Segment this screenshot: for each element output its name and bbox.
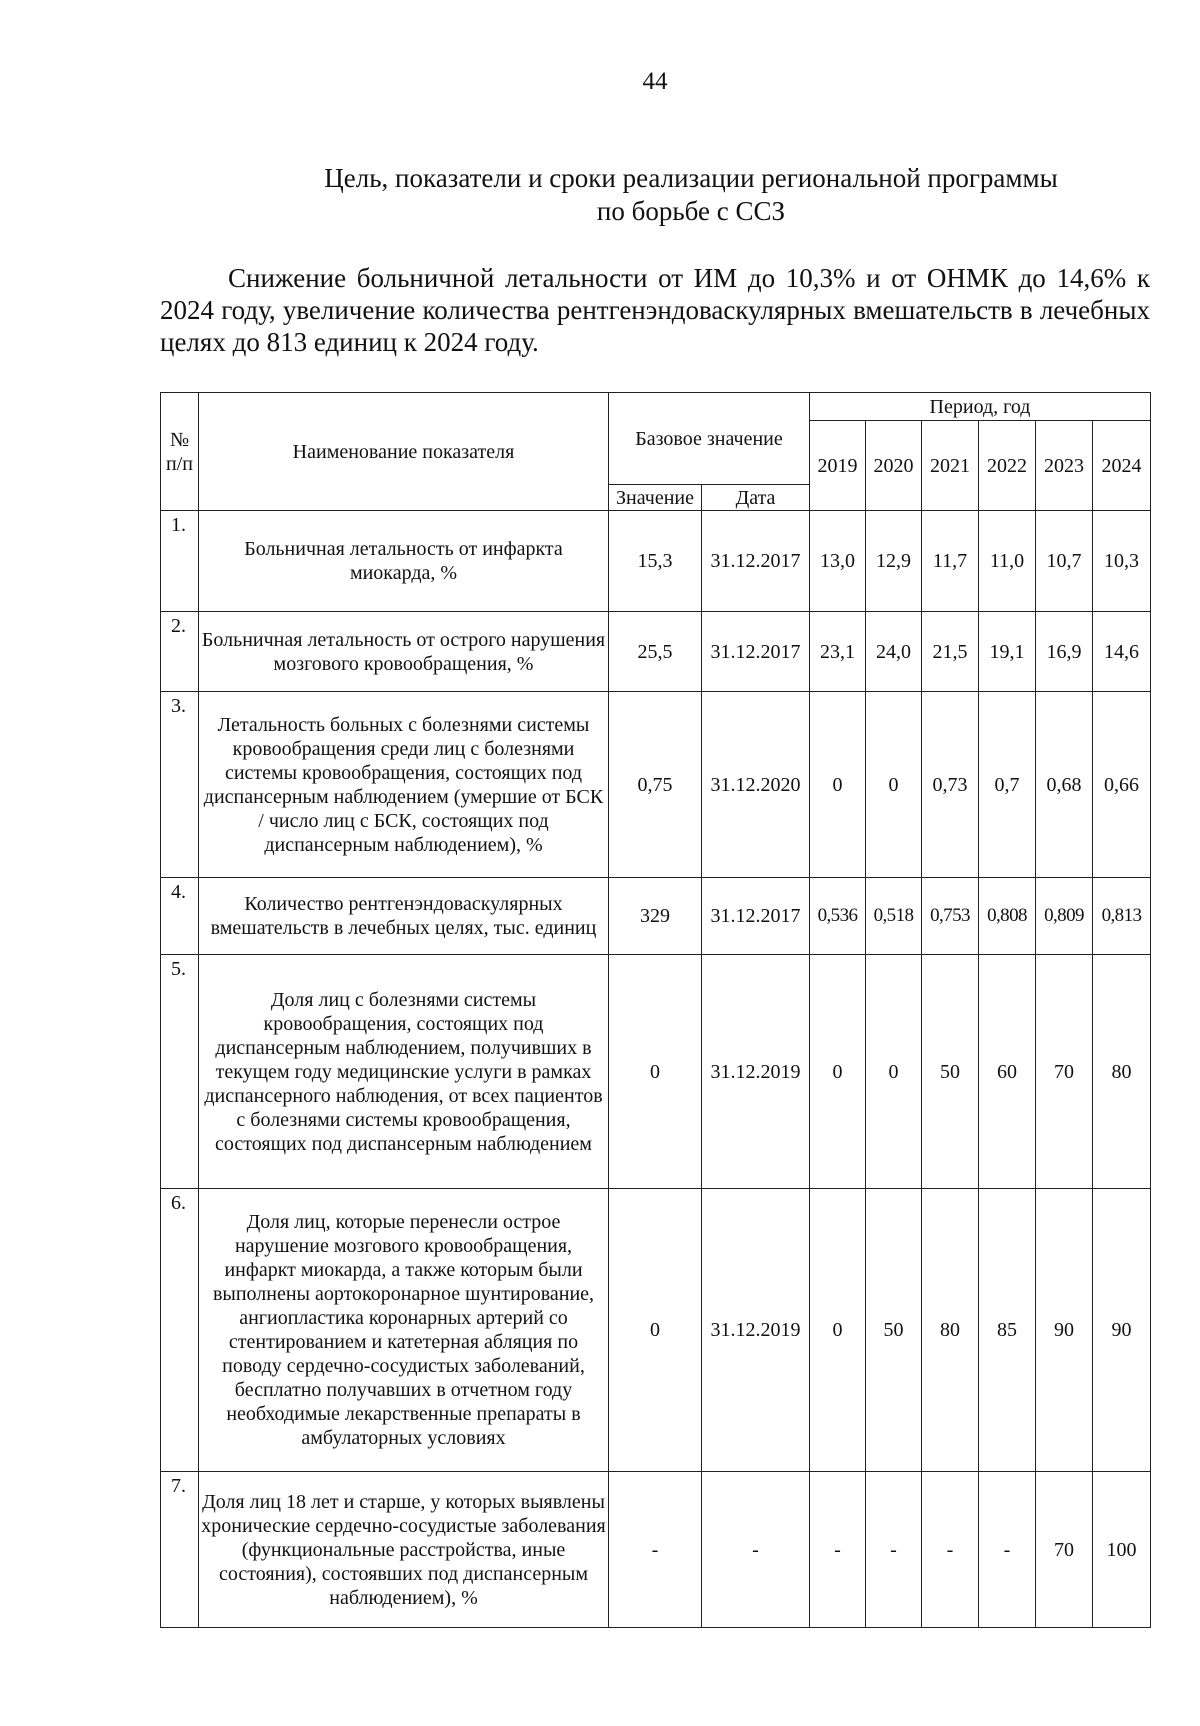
year-value-2020: 0,518 xyxy=(866,878,922,955)
table-row xyxy=(161,612,1151,692)
base-date: - xyxy=(702,1472,810,1628)
row-num: 1. xyxy=(161,511,199,612)
year-value-2024: 80 xyxy=(1093,955,1151,1189)
year-value-2023: 70 xyxy=(1036,1472,1093,1628)
year-value-2020: - xyxy=(866,1472,922,1628)
base-date: 31.12.2017 xyxy=(702,878,810,955)
year-value-2021: - xyxy=(922,1472,979,1628)
year-value-2021: 80 xyxy=(922,1189,979,1472)
year-value-2022: 11,0 xyxy=(979,511,1036,612)
document-title xyxy=(300,162,1082,228)
year-value-2024: 100 xyxy=(1093,1472,1151,1628)
year-value-2019: - xyxy=(810,1472,866,1628)
year-value-2022: 85 xyxy=(979,1189,1036,1472)
row-num: 7. xyxy=(161,1472,199,1628)
year-value-2021: 0,753 xyxy=(922,878,979,955)
base-date: 31.12.2017 xyxy=(702,612,810,692)
year-value-2024: 90 xyxy=(1093,1189,1151,1472)
indicators-table xyxy=(160,392,1151,1628)
table-row xyxy=(161,955,1151,1189)
year-value-2019: 0 xyxy=(810,692,866,878)
year-value-2024: 14,6 xyxy=(1093,612,1151,692)
year-value-2023: 0,809 xyxy=(1036,878,1093,955)
row-num: 4. xyxy=(161,878,199,955)
year-value-2019: 23,1 xyxy=(810,612,866,692)
header-year-2019: 2019 xyxy=(810,421,866,511)
year-value-2020: 24,0 xyxy=(866,612,922,692)
title-line-2: по борьбе с ССЗ xyxy=(596,196,786,226)
indicator-name: Доля лиц 18 лет и старше, у которых выявлены хронические сердечно-сосудистые заболевания (функциональные расстройства, иные состояния), состоявших под диспансерным наблюдением), % xyxy=(199,1472,609,1628)
row-num: 5. xyxy=(161,955,199,1189)
header-year-2024: 2024 xyxy=(1093,421,1151,511)
base-value: 25,5 xyxy=(609,612,702,692)
year-value-2023: 90 xyxy=(1036,1189,1093,1472)
table-row xyxy=(161,1189,1151,1472)
header-year-2023: 2023 xyxy=(1036,421,1093,511)
year-value-2024: 10,3 xyxy=(1093,511,1151,612)
base-date: 31.12.2020 xyxy=(702,692,810,878)
year-value-2020: 0 xyxy=(866,955,922,1189)
base-value: 15,3 xyxy=(609,511,702,612)
indicator-name: Доля лиц с болезнями системы кровообращения, состоящих под диспансерным наблюдением, получивших в текущем году медицинские услуги в рамках диспансерного наблюдения, от всех пациентов с болезнями системы кровообращения, состоящих под диспансерным наблюдением xyxy=(199,955,609,1189)
table-row xyxy=(161,511,1151,612)
goal-statement: Снижение больничной летальности от ИМ до 10,3% и от ОНМК до 14,6% к 2024 году, увеличение количества рентгенэндоваскулярных вмешательств в лечебных целях до 813 единиц к 2024 году. xyxy=(160,263,1150,357)
indicator-name: Больничная летальность от инфаркта миокарда, % xyxy=(199,511,609,612)
year-value-2022: 0,7 xyxy=(979,692,1036,878)
header-num: № п/п xyxy=(161,393,199,511)
indicators-table-wrapper xyxy=(160,392,1150,1628)
base-value: 0,75 xyxy=(609,692,702,878)
header-base: Базовое значение xyxy=(609,393,810,485)
year-value-2023: 16,9 xyxy=(1036,612,1093,692)
base-value: 0 xyxy=(609,1189,702,1472)
row-num: 3. xyxy=(161,692,199,878)
base-date: 31.12.2019 xyxy=(702,955,810,1189)
year-value-2022: 60 xyxy=(979,955,1036,1189)
indicator-name: Доля лиц, которые перенесли острое нарушение мозгового кровообращения, инфаркт миокарда, а также которым были выполнены аортокоронарное шунтирование, ангиопластика коронарных артерий со стентированием и катетерная абляция по поводу сердечно-сосудистых заболеваний, бесплатно получавших в отчетном году необходимые лекарственные препараты в амбулаторных условиях xyxy=(199,1189,609,1472)
indicator-name: Больничная летальность от острого нарушения мозгового кровообращения, % xyxy=(199,612,609,692)
year-value-2022: 0,808 xyxy=(979,878,1036,955)
year-value-2024: 0,66 xyxy=(1093,692,1151,878)
base-value: - xyxy=(609,1472,702,1628)
year-value-2022: 19,1 xyxy=(979,612,1036,692)
year-value-2022: - xyxy=(979,1472,1036,1628)
row-num: 2. xyxy=(161,612,199,692)
year-value-2021: 11,7 xyxy=(922,511,979,612)
year-value-2023: 0,68 xyxy=(1036,692,1093,878)
header-period: Период, год xyxy=(810,393,1151,421)
title-line-1: Цель, показатели и сроки реализации региональной программы xyxy=(324,163,1058,193)
header-name: Наименование показателя xyxy=(199,393,609,511)
page-number: 44 xyxy=(642,68,668,95)
year-value-2023: 70 xyxy=(1036,955,1093,1189)
table-row xyxy=(161,878,1151,955)
year-value-2019: 0 xyxy=(810,955,866,1189)
year-value-2021: 21,5 xyxy=(922,612,979,692)
header-year-2022: 2022 xyxy=(979,421,1036,511)
base-date: 31.12.2019 xyxy=(702,1189,810,1472)
year-value-2020: 50 xyxy=(866,1189,922,1472)
header-base-date: Дата xyxy=(702,485,810,511)
header-base-value: Значение xyxy=(609,485,702,511)
table-row xyxy=(161,1472,1151,1628)
year-value-2019: 0 xyxy=(810,1189,866,1472)
year-value-2019: 0,536 xyxy=(810,878,866,955)
year-value-2020: 0 xyxy=(866,692,922,878)
indicator-name: Количество рентгенэндоваскулярных вмешательств в лечебных целях, тыс. единиц xyxy=(199,878,609,955)
row-num: 6. xyxy=(161,1189,199,1472)
header-year-2020: 2020 xyxy=(866,421,922,511)
year-value-2021: 0,73 xyxy=(922,692,979,878)
header-year-2021: 2021 xyxy=(922,421,979,511)
year-value-2021: 50 xyxy=(922,955,979,1189)
year-value-2024: 0,813 xyxy=(1093,878,1151,955)
year-value-2019: 13,0 xyxy=(810,511,866,612)
base-value: 0 xyxy=(609,955,702,1189)
year-value-2023: 10,7 xyxy=(1036,511,1093,612)
indicator-name: Летальность больных с болезнями системы кровообращения среди лиц с болезнями системы кровообращения, состоящих под диспансерным наблюдением (умершие от БСК / число лиц с БСК, состоящих под диспансерным наблюдением), % xyxy=(199,692,609,878)
year-value-2020: 12,9 xyxy=(866,511,922,612)
base-value: 329 xyxy=(609,878,702,955)
table-row xyxy=(161,692,1151,878)
base-date: 31.12.2017 xyxy=(702,511,810,612)
